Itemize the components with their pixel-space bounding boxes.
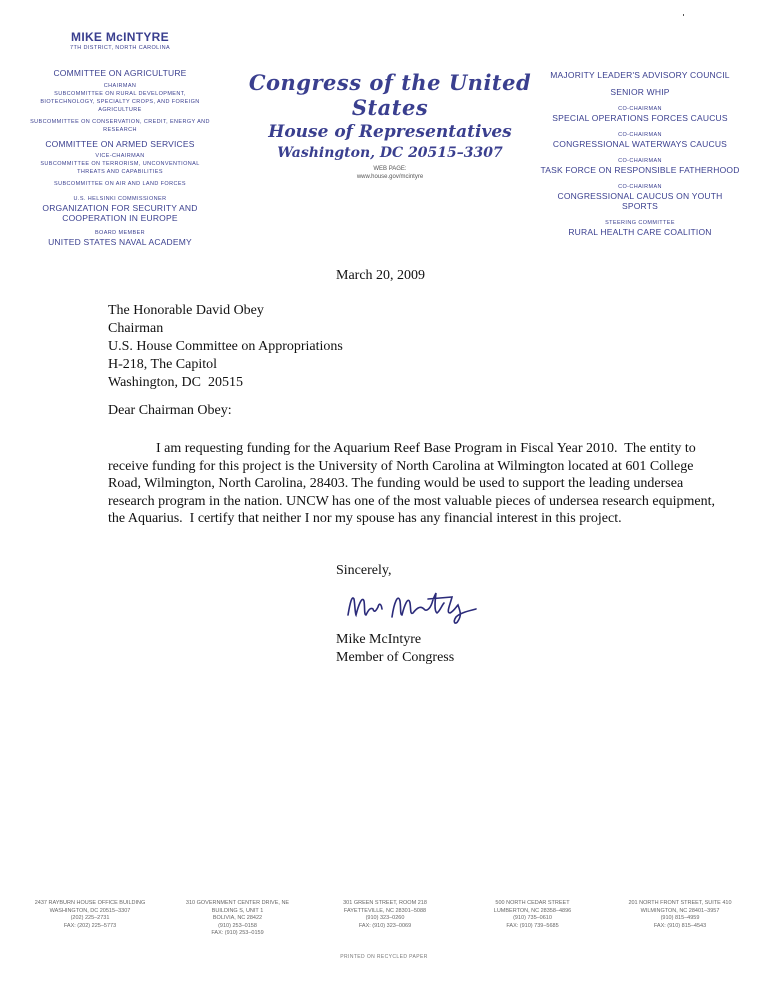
- committee-armed-services: COMMITTEE ON ARMED SERVICES: [45, 139, 195, 149]
- office-line: FAX: (910) 815–4543: [653, 922, 707, 929]
- masthead-congress: Congress of the United States: [248, 70, 532, 120]
- recipient-address: [108, 302, 343, 392]
- recycled-paper-note: PRINTED ON RECYCLED PAPER: [340, 954, 428, 960]
- webpage-label: WEB PAGE:: [373, 166, 407, 172]
- office-line: (202) 225–2731: [70, 915, 110, 921]
- office-line: FAX: (910) 739–5685: [506, 922, 559, 929]
- advisory-council: MAJORITY LEADER'S ADVISORY COUNCIL: [550, 70, 730, 80]
- recipient-line: H-218, The Capitol: [108, 357, 218, 372]
- office-line: 310 GOVERNMENT CENTER DRIVE, NE: [185, 900, 290, 906]
- closing: Sincerely,: [336, 563, 392, 578]
- office-wilmington: [610, 900, 750, 938]
- right-letterhead-column: [540, 70, 740, 237]
- office-line: (910) 323–0260: [365, 915, 405, 921]
- office-line: 500 NORTH CEDAR STREET: [495, 900, 570, 906]
- office-line: LUMBERTON, NC 28358–4896: [493, 907, 572, 914]
- board-role: BOARD MEMBER: [94, 230, 146, 236]
- office-line: 201 NORTH FRONT STREET, SUITE 410: [628, 900, 732, 906]
- ag-role: CHAIRMAN: [103, 83, 137, 89]
- caucus-special-ops: SPECIAL OPERATIONS FORCES CAUCUS: [552, 113, 728, 123]
- office-line: (910) 735–0610: [513, 915, 552, 921]
- task-force-fatherhood: TASK FORCE ON RESPONSIBLE FATHERHOOD: [540, 165, 740, 175]
- signer-block: [336, 631, 454, 667]
- office-line: FAX: (910) 323–0069: [358, 922, 412, 929]
- office-bolivia: [168, 900, 308, 938]
- office-washington: [20, 900, 160, 938]
- office-fayetteville: [315, 900, 455, 938]
- office-line: WASHINGTON, DC 20515–3307: [49, 907, 131, 914]
- office-line: WILMINGTON, NC 28401–3957: [640, 907, 720, 914]
- signature-image: [340, 585, 510, 632]
- armed-subcommittee-2: SUBCOMMITTEE ON AIR AND LAND FORCES: [54, 181, 186, 187]
- naval-academy: UNITED STATES NAVAL ACADEMY: [48, 237, 192, 247]
- member-name-header: MIKE McINTYRE: [71, 30, 169, 44]
- webpage-url: www.house.gov/mcintyre: [356, 174, 424, 180]
- helsinki-role: U.S. HELSINKI COMMISSIONER: [73, 196, 167, 202]
- office-line: (910) 815–4959: [660, 915, 700, 921]
- recipient-line: U.S. House Committee on Appropriations: [108, 339, 343, 354]
- office-line: FAYETTEVILLE, NC 28301–5088: [343, 907, 427, 914]
- letter-date: March 20, 2009: [336, 268, 426, 283]
- armed-subcommittee-1: SUBCOMMITTEE ON TERRORISM, UNCONVENTIONAL THREATS AND CAPABILITIES: [40, 161, 200, 175]
- cochair-3: CO-CHAIRMAN: [618, 158, 662, 164]
- office-line: FAX: (202) 225–5773: [63, 922, 117, 929]
- ag-subcommittee-1: SUBCOMMITTEE ON RURAL DEVELOPMENT, BIOTECHNOLOGY, SPECIALTY CROPS, AND FOREIGN AGRICULTURE: [40, 91, 200, 113]
- cochair-4: CO-CHAIRMAN: [618, 184, 662, 190]
- letter-body-text: I am requesting funding for the Aquarium Reef Base Program in Fiscal Year 2010. The entity to receive funding for this project is the University of North Carolina at Wilmington located at 601 College Road, Wilmington, North Carolina, 28403. The funding would be used to support the leading undersea research program in the nation. UNCW has one of the most valuable pieces of undersea research equipment, the Aquarius. I certify that neither I nor my spouse has any financial interest in this project.: [108, 441, 719, 527]
- left-letterhead-column: [30, 30, 210, 247]
- steering-committee: STEERING COMMITTEE: [605, 220, 675, 226]
- office-line: 301 GREEN STREET, ROOM 218: [343, 900, 427, 906]
- signer-name: Mike McIntyre: [336, 632, 422, 647]
- recipient-line: Washington, DC 20515: [108, 375, 243, 390]
- signer-title: Member of Congress: [336, 650, 455, 665]
- cochair-2: CO-CHAIRMAN: [618, 132, 662, 138]
- recipient-line: The Honorable David Obey: [108, 303, 264, 318]
- office-line: 2437 RAYBURN HOUSE OFFICE BUILDING: [34, 900, 146, 906]
- ag-subcommittee-2: SUBCOMMITTEE ON CONSERVATION, CREDIT, ENERGY AND RESEARCH: [30, 119, 210, 133]
- office-line: BUILDING S, UNIT 1: [211, 907, 264, 914]
- armed-role: VICE-CHAIRMAN: [95, 153, 145, 159]
- masthead-address: Washington, DC 20515–3307: [277, 145, 503, 161]
- office-line: BOLIVIA, NC 28422: [212, 915, 263, 921]
- office-line: (910) 253–0158: [218, 922, 257, 929]
- masthead-house: House of Representatives: [268, 122, 512, 142]
- masthead: [230, 70, 550, 181]
- scan-mark: [683, 14, 684, 16]
- letter-body: [108, 440, 718, 528]
- office-lumberton: [463, 900, 603, 938]
- committee-agriculture: COMMITTEE ON AGRICULTURE: [53, 68, 187, 78]
- district: 7TH DISTRICT, NORTH CAROLINA: [69, 45, 171, 51]
- caucus-waterways: CONGRESSIONAL WATERWAYS CAUCUS: [552, 139, 728, 149]
- caucus-youth-sports: CONGRESSIONAL CAUCUS ON YOUTH SPORTS: [557, 191, 723, 211]
- office-footer: [20, 900, 750, 938]
- cochair-1: CO-CHAIRMAN: [618, 106, 662, 112]
- salutation: Dear Chairman Obey:: [108, 403, 232, 418]
- helsinki-organization: ORGANIZATION FOR SECURITY AND COOPERATION IN EUROPE: [42, 203, 198, 223]
- rural-health-coalition: RURAL HEALTH CARE COALITION: [568, 227, 712, 237]
- office-line: FAX: (910) 253–0159: [211, 930, 264, 936]
- recipient-line: Chairman: [108, 321, 164, 336]
- senior-whip: SENIOR WHIP: [610, 87, 670, 97]
